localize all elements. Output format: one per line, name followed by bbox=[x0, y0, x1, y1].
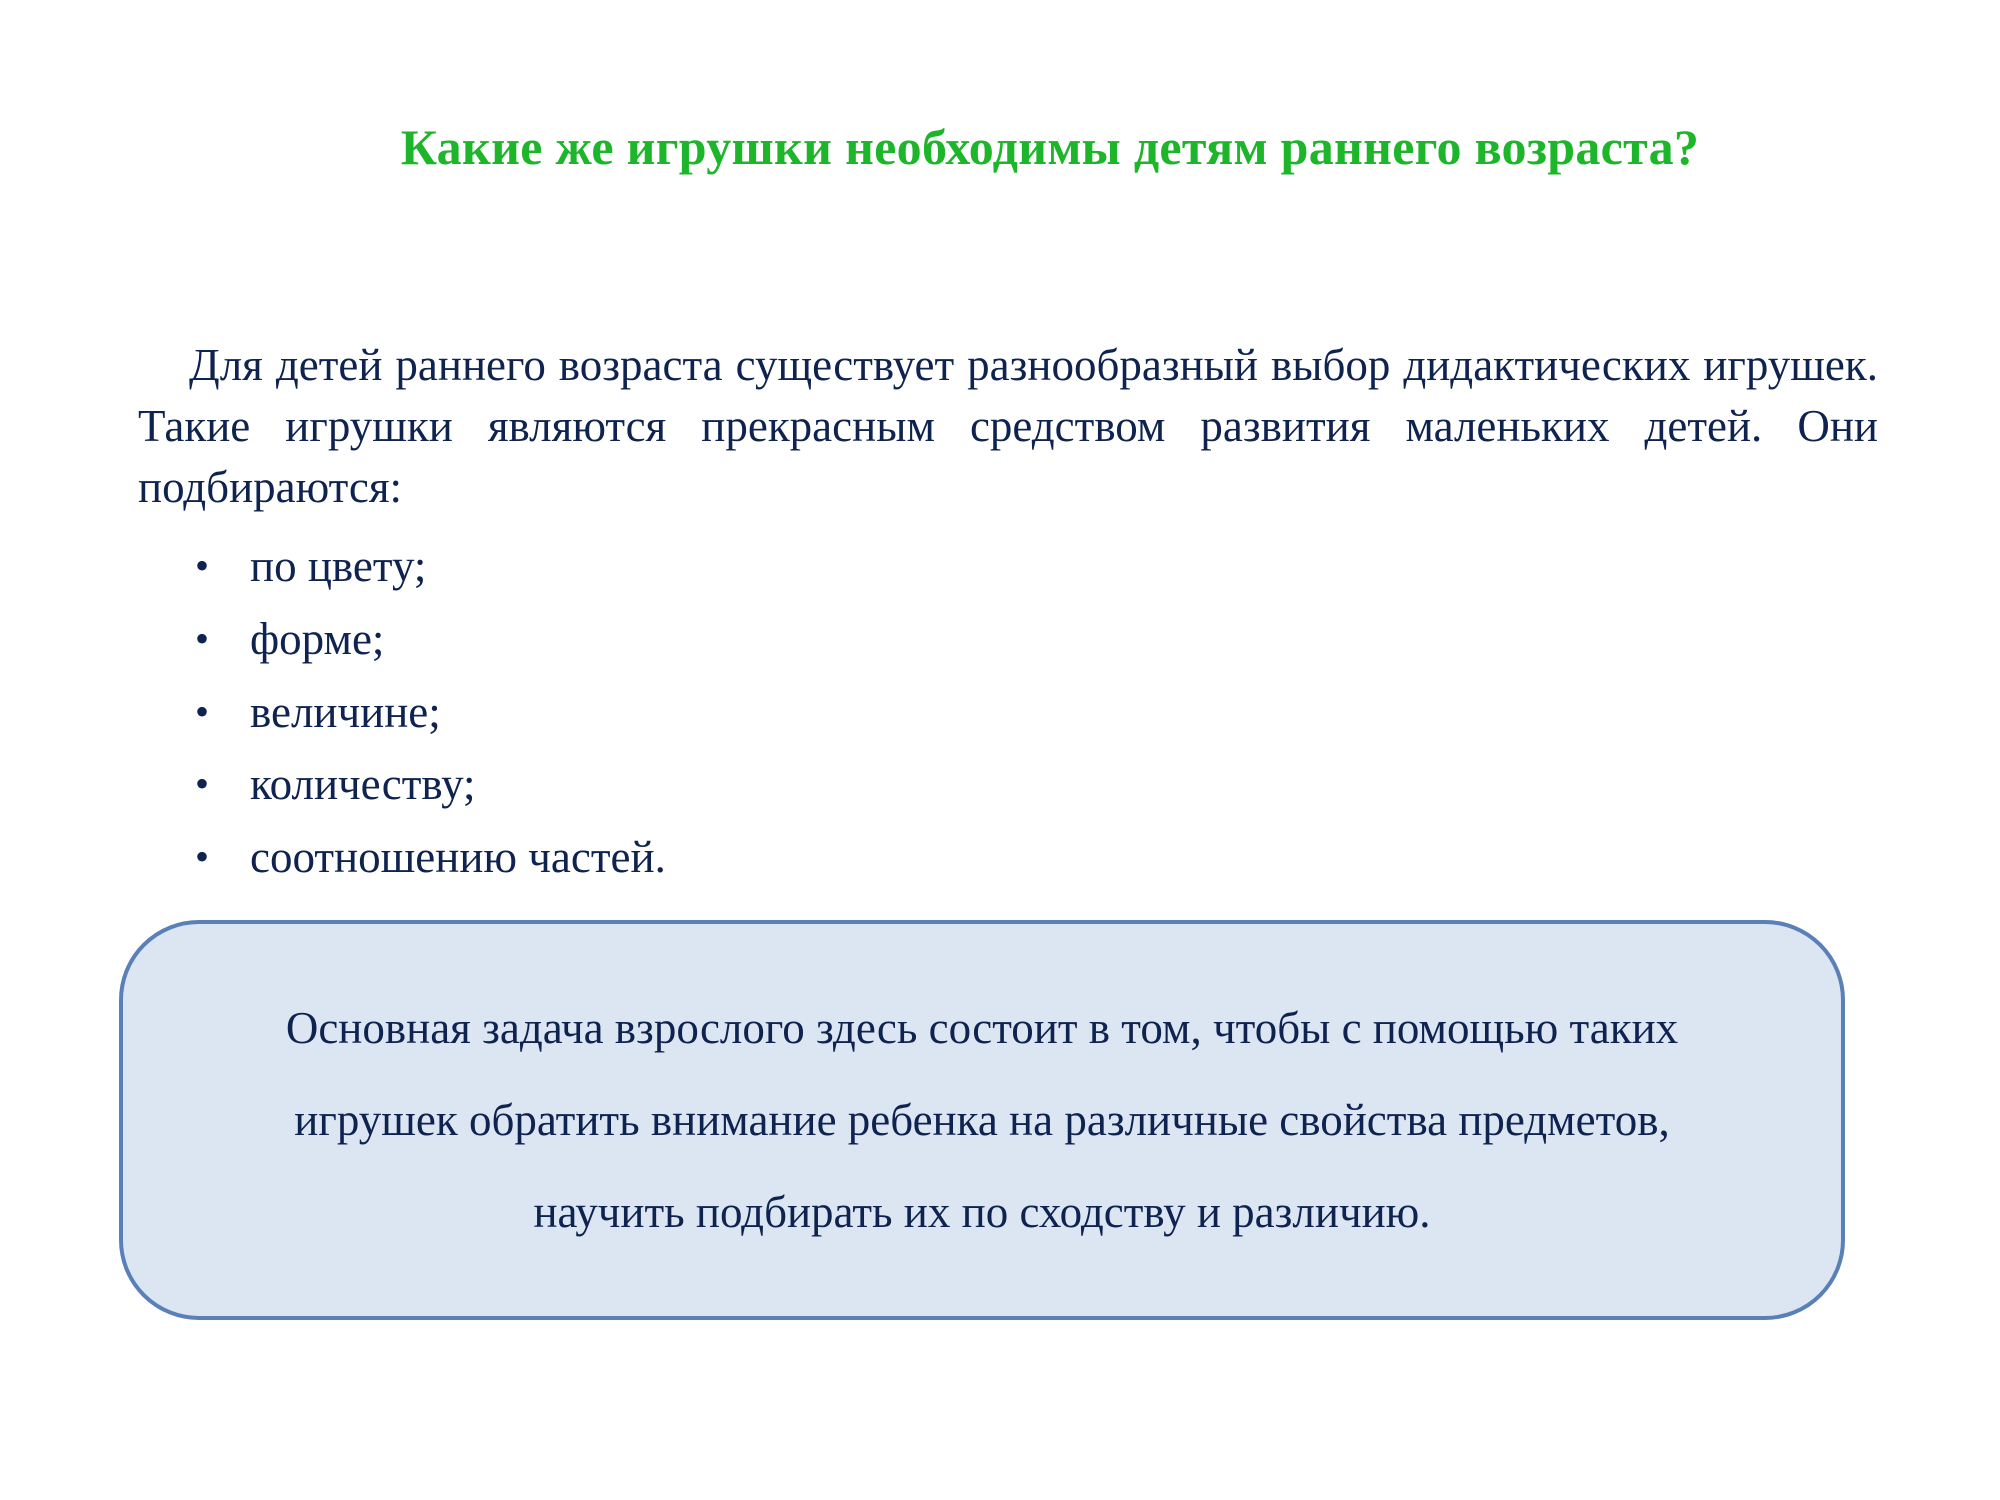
list-item bbox=[195, 676, 666, 749]
callout-line: Основная задача взрослого здесь состоит в том, чтобы с помощью таких bbox=[285, 1003, 1679, 1053]
list-item bbox=[195, 821, 666, 894]
list-item-text: величине; bbox=[250, 686, 441, 737]
intro-paragraph: Для детей раннего возраста существует разнообразный выбор дидактических игрушек. Такие игрушки являются прекрасным средством развития маленьких детей. Они подбираются: bbox=[138, 340, 1878, 512]
bullet-icon: • bbox=[195, 834, 210, 880]
callout-box bbox=[119, 920, 1845, 1320]
callout-line: научить подбирать их по сходству и различию. bbox=[533, 1187, 1431, 1237]
list-item-text: соотношению частей. bbox=[250, 832, 666, 883]
list-item-text: количеству; bbox=[250, 759, 476, 810]
list-item bbox=[195, 748, 666, 821]
bullet-icon: • bbox=[195, 615, 210, 661]
bullet-icon: • bbox=[195, 761, 210, 807]
list-item bbox=[195, 603, 666, 676]
bullet-icon: • bbox=[195, 688, 210, 734]
list-item-text: форме; bbox=[250, 613, 385, 664]
callout-line: игрушек обратить внимание ребенка на различные свойства предметов, bbox=[294, 1095, 1670, 1145]
criteria-list bbox=[195, 530, 666, 894]
bullet-icon: • bbox=[195, 543, 210, 588]
slide-title: Какие же игрушки необходимы детям раннего возраста? bbox=[400, 119, 1700, 175]
list-item bbox=[195, 530, 666, 603]
list-item-text: по цвету; bbox=[250, 541, 427, 591]
